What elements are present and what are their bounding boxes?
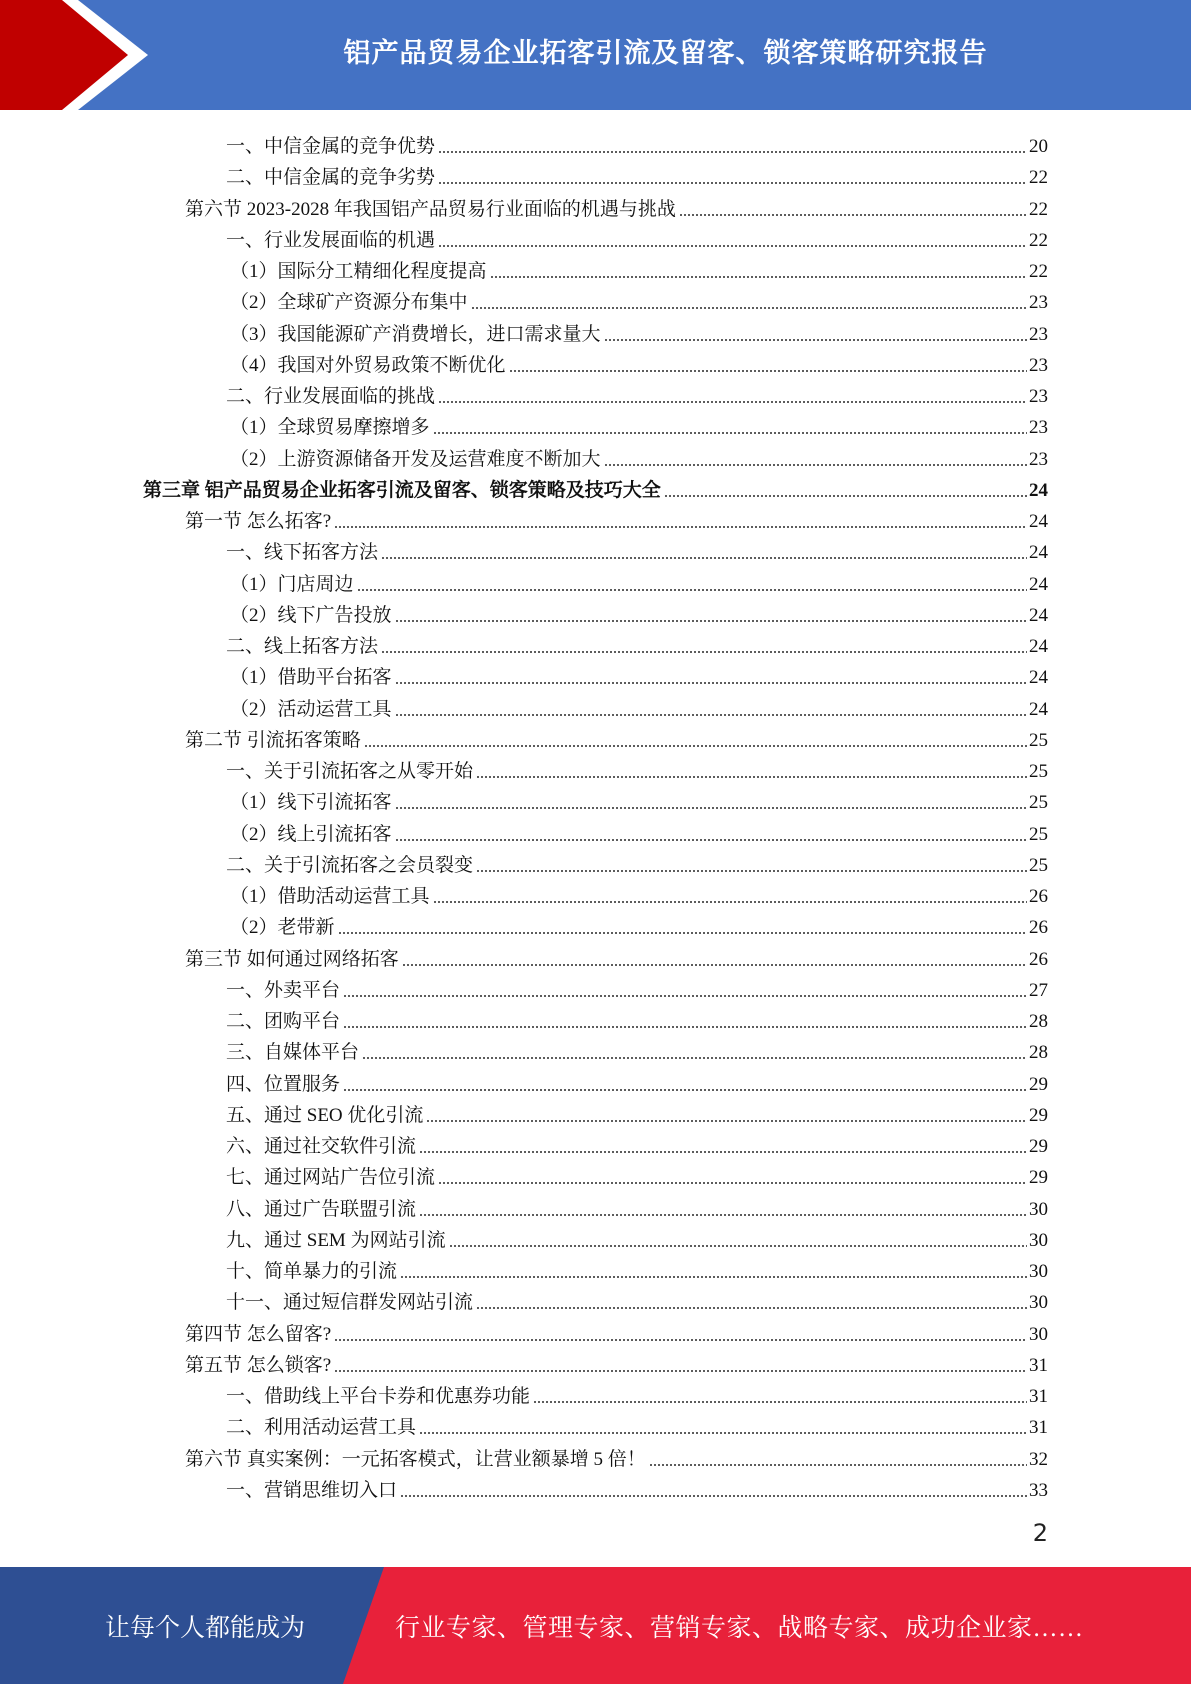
toc-entry-page: 26 xyxy=(1029,948,1048,970)
toc-entry-page: 24 xyxy=(1029,573,1048,595)
toc-dot-leader xyxy=(664,495,1027,497)
toc-entry[interactable] xyxy=(226,1159,1048,1189)
toc-entry[interactable] xyxy=(230,597,1048,627)
toc-dot-leader xyxy=(395,807,1027,809)
toc-dot-leader xyxy=(476,1307,1027,1309)
toc-entry-label: （2）全球矿产资源分布集中 xyxy=(230,292,468,314)
toc-entry-label: （2）老带新 xyxy=(230,917,335,939)
toc-dot-leader xyxy=(400,1495,1027,1497)
toc-dot-leader xyxy=(438,151,1027,153)
toc-dot-leader xyxy=(490,276,1027,278)
toc-dot-leader xyxy=(438,245,1027,247)
toc-entry-label: （1）门店周边 xyxy=(230,573,354,595)
page-number: 2 xyxy=(1032,1519,1048,1547)
toc-entry[interactable] xyxy=(226,159,1048,189)
toc-dot-leader xyxy=(419,1432,1027,1434)
toc-entry-label: 一、线下拓客方法 xyxy=(226,542,379,564)
toc-entry-label: 第三节 如何通过网络拓客 xyxy=(185,948,399,970)
toc-dot-leader xyxy=(343,1089,1027,1091)
toc-dot-leader xyxy=(438,182,1027,184)
toc-entry-page: 24 xyxy=(1029,698,1048,720)
toc-entry-label: 三、自媒体平台 xyxy=(226,1042,360,1064)
toc-entry-page: 25 xyxy=(1029,823,1048,845)
toc-entry[interactable] xyxy=(230,316,1048,346)
toc-dot-leader xyxy=(395,839,1027,841)
toc-entry-label: 十一、通过短信群发网站引流 xyxy=(226,1292,474,1314)
toc-entry-label: 一、借助线上平台卡券和优惠券功能 xyxy=(226,1386,531,1407)
toc-entry-page: 23 xyxy=(1029,292,1048,314)
toc-dot-leader xyxy=(476,870,1027,872)
toc-entry-label: 八、通过广告联盟引流 xyxy=(226,1198,417,1220)
toc-entry-label: 七、通过网站广告位引流 xyxy=(226,1167,436,1189)
toc-entry-page: 29 xyxy=(1029,1073,1048,1095)
toc-entry-page: 27 xyxy=(1029,979,1048,1001)
toc-dot-leader xyxy=(402,964,1027,966)
toc-entry-page: 30 xyxy=(1029,1198,1048,1220)
toc-dot-leader xyxy=(438,401,1027,403)
toc-entry-page: 30 xyxy=(1029,1292,1048,1314)
toc-entry[interactable] xyxy=(230,409,1048,439)
toc-entry-page: 31 xyxy=(1029,1386,1048,1407)
toc-entry-page: 31 xyxy=(1029,1417,1048,1439)
toc-entry[interactable] xyxy=(226,1003,1048,1033)
toc-entry[interactable] xyxy=(230,691,1048,721)
toc-entry-label: 四、位置服务 xyxy=(226,1073,341,1095)
toc-entry[interactable] xyxy=(185,503,1048,533)
chevron-arrow-icon xyxy=(0,0,170,110)
toc-dot-leader xyxy=(395,620,1027,622)
toc-dot-leader xyxy=(395,714,1027,716)
toc-dot-leader xyxy=(533,1401,1027,1403)
toc-entry-page: 22 xyxy=(1029,198,1048,220)
toc-entry[interactable] xyxy=(226,1253,1048,1283)
toc-dot-leader xyxy=(438,1182,1027,1184)
toc-entry-page: 32 xyxy=(1029,1448,1048,1470)
toc-entry[interactable] xyxy=(226,222,1048,252)
toc-entry[interactable] xyxy=(226,1409,1048,1439)
toc-entry-page: 30 xyxy=(1029,1229,1048,1251)
toc-dot-leader xyxy=(381,557,1027,559)
toc-entry-label: 第一节 怎么拓客? xyxy=(185,511,332,532)
toc-entry[interactable] xyxy=(226,1066,1048,1096)
toc-entry-page: 25 xyxy=(1029,854,1048,876)
toc-entry[interactable] xyxy=(226,847,1048,877)
toc-dot-leader xyxy=(604,464,1027,466)
toc-entry-page: 29 xyxy=(1029,1136,1048,1157)
toc-entry-label: 第三章 铝产品贸易企业拓客引流及留客、锁客策略及技巧大全 xyxy=(143,479,661,501)
toc-entry-label: 二、行业发展面临的挑战 xyxy=(226,386,436,407)
toc-entry[interactable] xyxy=(185,1441,1048,1471)
toc-entry-label: （2）活动运营工具 xyxy=(230,698,392,720)
toc-entry[interactable] xyxy=(230,784,1048,814)
toc-entry[interactable] xyxy=(226,1034,1048,1064)
toc-entry-label: 十、简单暴力的引流 xyxy=(226,1261,398,1282)
toc-entry-label: （2）上游资源储备开发及运营难度不断加大 xyxy=(230,448,601,470)
toc-entry-page: 33 xyxy=(1029,1479,1048,1501)
toc-entry-page: 20 xyxy=(1029,136,1048,157)
toc-dot-leader xyxy=(649,1464,1027,1466)
toc-entry-page: 24 xyxy=(1029,604,1048,626)
toc-entry-label: 第六节 真实案例：一元拓客模式，让营业额暴增 5 倍！ xyxy=(185,1448,646,1470)
toc-entry-page: 25 xyxy=(1029,729,1048,751)
toc-entry-label: 二、中信金属的竞争劣势 xyxy=(226,167,436,189)
toc-entry-label: （4）我国对外贸易政策不断优化 xyxy=(230,354,506,376)
toc-entry[interactable] xyxy=(230,284,1048,314)
toc-entry[interactable] xyxy=(230,566,1048,596)
toc-dot-leader xyxy=(381,651,1027,653)
toc-dot-leader xyxy=(395,682,1027,684)
toc-dot-leader xyxy=(433,901,1027,903)
toc-dot-leader xyxy=(364,745,1027,747)
toc-entry-label: 二、利用活动运营工具 xyxy=(226,1417,417,1439)
toc-entry-label: （1）国际分工精细化程度提高 xyxy=(230,261,487,282)
toc-entry-label: 二、团购平台 xyxy=(226,1011,341,1032)
toc-entry[interactable] xyxy=(226,1222,1048,1252)
toc-entry-page: 24 xyxy=(1029,479,1048,501)
toc-entry-label: （2）线上引流拓客 xyxy=(230,823,392,845)
toc-dot-leader xyxy=(334,1370,1027,1372)
toc-entry[interactable] xyxy=(226,972,1048,1002)
toc-entry-page: 25 xyxy=(1029,761,1048,782)
toc-entry-page: 26 xyxy=(1029,917,1048,939)
toc-entry-label: 第二节 引流拓客策略 xyxy=(185,729,361,751)
toc-entry-page: 23 xyxy=(1029,323,1048,345)
toc-entry-label: 一、中信金属的竞争优势 xyxy=(226,136,436,157)
toc-entry[interactable] xyxy=(226,378,1048,408)
toc-entry-label: 一、营销思维切入口 xyxy=(226,1479,398,1501)
toc-entry-label: 六、通过社交软件引流 xyxy=(226,1136,417,1157)
toc-entry-label: （1）借助活动运营工具 xyxy=(230,886,430,907)
toc-entry-page: 28 xyxy=(1029,1011,1048,1032)
toc-entry[interactable] xyxy=(143,472,1048,502)
toc-entry[interactable] xyxy=(230,347,1048,377)
toc-entry[interactable] xyxy=(185,1316,1048,1346)
toc-dot-leader xyxy=(476,776,1027,778)
toc-entry-label: （1）全球贸易摩擦增多 xyxy=(230,417,430,439)
toc-entry-label: 九、通过 SEM 为网站引流 xyxy=(226,1229,446,1251)
toc-dot-leader xyxy=(400,1276,1027,1278)
page-footer xyxy=(0,1567,1191,1684)
toc-entry[interactable] xyxy=(226,1128,1048,1158)
toc-entry-label: 五、通过 SEO 优化引流 xyxy=(226,1104,424,1126)
toc-entry-page: 26 xyxy=(1029,886,1048,907)
toc-entry[interactable] xyxy=(230,659,1048,689)
toc-dot-leader xyxy=(357,589,1027,591)
toc-entry-page: 24 xyxy=(1029,667,1048,689)
toc-entry-page: 29 xyxy=(1029,1167,1048,1189)
toc-entry-label: （2）线下广告投放 xyxy=(230,604,392,626)
toc-dot-leader xyxy=(343,1026,1027,1028)
toc-entry-label: （3）我国能源矿产消费增长，进口需求量大 xyxy=(230,323,601,345)
toc-entry-label: （1）借助平台拓客 xyxy=(230,667,392,689)
footer-slogan-right: 行业专家、管理专家、营销专家、战略专家、成功企业家…… xyxy=(395,1614,1084,1642)
toc-entry-label: 第六节 2023-2028 年我国铝产品贸易行业面临的机遇与挑战 xyxy=(185,198,676,220)
toc-dot-leader xyxy=(343,995,1027,997)
toc-dot-leader xyxy=(679,214,1027,216)
toc-entry-label: 二、关于引流拓客之会员裂变 xyxy=(226,854,474,876)
toc-entry[interactable] xyxy=(185,191,1048,221)
toc-entry-page: 25 xyxy=(1029,792,1048,814)
toc-entry-page: 24 xyxy=(1029,542,1048,564)
toc-entry[interactable] xyxy=(226,128,1048,158)
toc-entry-page: 23 xyxy=(1029,386,1048,407)
toc-entry-label: 二、线上拓客方法 xyxy=(226,636,379,657)
toc-entry[interactable] xyxy=(230,441,1048,471)
toc-entry-page: 31 xyxy=(1029,1354,1048,1376)
toc-dot-leader xyxy=(419,1214,1027,1216)
toc-entry[interactable] xyxy=(226,1097,1048,1127)
toc-dot-leader xyxy=(449,1245,1027,1247)
report-title: 铝产品贸易企业拓客引流及留客、锁客策略研究报告 xyxy=(343,37,988,69)
toc-entry-page: 28 xyxy=(1029,1042,1048,1064)
toc-entry[interactable] xyxy=(230,253,1048,283)
toc-entry[interactable] xyxy=(230,878,1048,908)
toc-entry-page: 30 xyxy=(1029,1261,1048,1282)
toc-entry-label: 一、行业发展面临的机遇 xyxy=(226,229,436,251)
footer-slogan-left: 让每个人都能成为 xyxy=(104,1614,305,1642)
toc-entry[interactable] xyxy=(226,628,1048,658)
toc-entry-label: 一、关于引流拓客之从零开始 xyxy=(226,761,474,782)
toc-entry-page: 30 xyxy=(1029,1323,1048,1345)
toc-entry-page: 24 xyxy=(1029,511,1048,532)
toc-entry-page: 24 xyxy=(1029,636,1048,657)
toc-entry-page: 23 xyxy=(1029,354,1048,376)
toc-entry[interactable] xyxy=(185,722,1048,752)
toc-entry[interactable] xyxy=(185,1347,1048,1377)
toc-dot-leader xyxy=(433,432,1027,434)
toc-entry-page: 23 xyxy=(1029,448,1048,470)
toc-entry[interactable] xyxy=(226,1378,1048,1408)
toc-entry[interactable] xyxy=(230,909,1048,939)
toc-entry[interactable] xyxy=(230,816,1048,846)
toc-entry-page: 22 xyxy=(1029,167,1048,189)
toc-dot-leader xyxy=(362,1057,1027,1059)
toc-entry-page: 22 xyxy=(1029,261,1048,282)
toc-dot-leader xyxy=(426,1120,1027,1122)
toc-entry[interactable] xyxy=(226,1472,1048,1502)
toc-entry-label: （1）线下引流拓客 xyxy=(230,792,392,814)
toc-entry[interactable] xyxy=(226,534,1048,564)
page-header xyxy=(0,0,1191,110)
toc-entry-label: 第四节 怎么留客? xyxy=(185,1323,332,1345)
toc-dot-leader xyxy=(334,1339,1027,1341)
toc-entry[interactable] xyxy=(226,1284,1048,1314)
toc-dot-leader xyxy=(471,307,1027,309)
toc-dot-leader xyxy=(334,526,1027,528)
toc-entry[interactable] xyxy=(185,941,1048,971)
toc-dot-leader xyxy=(338,932,1027,934)
toc-entry-page: 29 xyxy=(1029,1104,1048,1126)
toc-entry[interactable] xyxy=(226,1191,1048,1221)
toc-entry-page: 23 xyxy=(1029,417,1048,439)
toc-entry-label: 一、外卖平台 xyxy=(226,979,341,1001)
toc-dot-leader xyxy=(604,339,1027,341)
toc-dot-leader xyxy=(419,1151,1027,1153)
toc-entry[interactable] xyxy=(226,753,1048,783)
toc-entry-label: 第五节 怎么锁客? xyxy=(185,1354,332,1376)
toc-entry-page: 22 xyxy=(1029,229,1048,251)
toc-dot-leader xyxy=(509,370,1027,372)
